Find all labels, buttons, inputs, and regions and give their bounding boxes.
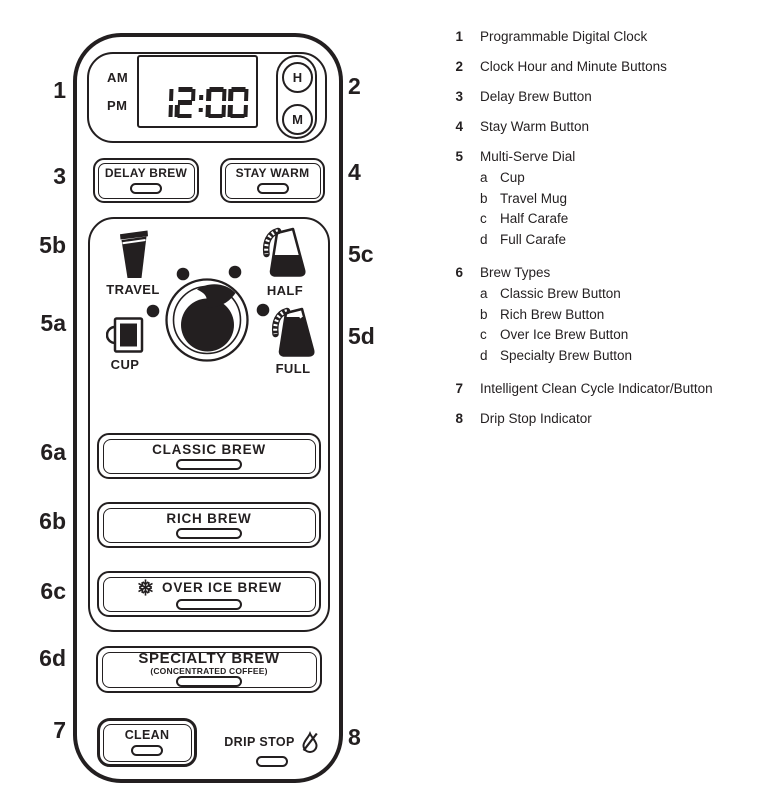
am-indicator: AM (107, 70, 129, 85)
drip-stop-indicator (207, 731, 337, 767)
legend-subitem-letter: b (480, 190, 488, 206)
specialty-brew-button[interactable] (96, 646, 322, 693)
callout-6b: 6b (39, 508, 66, 534)
hour-minute-button-group (276, 55, 317, 139)
stay-warm-label: STAY WARM (235, 166, 310, 180)
hour-button[interactable]: H (282, 62, 313, 93)
legend-item-label: Delay Brew Button (480, 89, 592, 104)
legend-item (450, 150, 755, 250)
legend-subitem-letter: c (480, 211, 487, 226)
legend-subitem-label: Travel Mug (500, 190, 568, 206)
travel-label: TRAVEL (106, 282, 160, 297)
callout-5d: 5d (348, 323, 375, 349)
stay-warm-indicator-light (257, 183, 289, 194)
legend-item-label: Programmable Digital Clock (480, 29, 648, 44)
cup-icon (106, 316, 146, 354)
legend-list (450, 30, 755, 442)
classic-brew-label: CLASSIC BREW (152, 441, 266, 457)
multi-serve-dial-knob[interactable] (142, 255, 272, 385)
legend-subitem (450, 189, 755, 210)
legend-subitem (450, 168, 755, 189)
legend-item-label: Multi-Serve Dial (480, 149, 576, 164)
delay-brew-label: DELAY BREW (104, 166, 188, 180)
callout-6d: 6d (39, 645, 66, 671)
legend-item (450, 90, 755, 104)
clock-section (87, 52, 327, 143)
callout-5a: 5a (40, 310, 66, 336)
legend-item-number: 3 (455, 89, 463, 104)
legend-subitem (450, 284, 755, 305)
legend-item-number: 4 (455, 119, 463, 134)
rich-brew-label: RICH BREW (166, 510, 252, 526)
legend-subitem-letter: b (480, 306, 488, 322)
clock-digits (151, 87, 249, 118)
legend-subitem-letter: c (480, 327, 487, 342)
legend-item-label: Drip Stop Indicator (480, 411, 592, 426)
callout-4: 4 (348, 159, 361, 185)
stay-warm-button[interactable] (220, 158, 325, 203)
legend-item-label: Clock Hour and Minute Buttons (480, 59, 667, 74)
legend-subitem-letter: a (480, 170, 488, 185)
classic-brew-indicator-light (176, 459, 242, 470)
legend-item (450, 120, 755, 134)
legend-item (450, 412, 755, 426)
rich-brew-button[interactable] (97, 502, 321, 548)
full-carafe-icon (270, 304, 318, 362)
half-label: HALF (266, 283, 304, 298)
over-ice-brew-label: OVER ICE BREW (162, 579, 282, 595)
legend-subitem-label: Full Carafe (500, 231, 567, 247)
legend-subitem (450, 325, 755, 346)
legend-item-label: Intelligent Clean Cycle Indicator/Button (480, 381, 713, 396)
legend-subitem-letter: d (480, 347, 488, 363)
legend-item-number: 2 (455, 59, 463, 74)
over-ice-brew-button[interactable] (97, 571, 321, 617)
callout-5b: 5b (39, 232, 66, 258)
specialty-brew-label: SPECIALTY BREW (138, 650, 280, 667)
drip-stop-label: DRIP STOP (224, 734, 295, 749)
delay-brew-indicator-light (130, 183, 162, 194)
legend-subitem-label: Specialty Brew Button (500, 347, 633, 363)
legend-item-number: 1 (455, 29, 463, 44)
digital-clock-display (137, 55, 258, 128)
callout-2: 2 (348, 73, 361, 99)
legend-subitem-label: Rich Brew Button (500, 306, 605, 322)
snowflake-icon (136, 578, 155, 597)
legend-item (450, 60, 755, 74)
callout-6c: 6c (40, 578, 66, 604)
drip-stop-indicator-light (256, 756, 288, 767)
legend-item-label: Brew Types (480, 265, 551, 280)
callout-5c: 5c (348, 241, 374, 267)
legend-subitem-letter: a (480, 286, 488, 301)
callout-1: 1 (53, 77, 66, 103)
over-ice-brew-indicator-light (176, 599, 242, 610)
classic-brew-button[interactable] (97, 433, 321, 479)
callout-6a: 6a (40, 439, 66, 465)
minute-button[interactable]: M (282, 104, 313, 135)
legend-subitem (450, 209, 755, 230)
rich-brew-indicator-light (176, 528, 242, 539)
legend-item-number: 7 (455, 381, 463, 396)
callout-3: 3 (53, 163, 66, 189)
legend-subitem (450, 305, 755, 326)
legend-item (450, 382, 755, 396)
callout-8: 8 (348, 724, 361, 750)
clean-label: CLEAN (124, 728, 170, 742)
legend-subitem (450, 230, 755, 251)
legend-subitem-letter: d (480, 231, 488, 247)
legend-subitem-label: Classic Brew Button (500, 286, 621, 301)
cup-label: CUP (110, 357, 140, 372)
legend-subitem (450, 346, 755, 367)
callout-7: 7 (53, 717, 66, 743)
multi-serve-dial-section (88, 217, 330, 632)
legend-subitem-label: Half Carafe (500, 211, 569, 226)
delay-brew-button[interactable] (93, 158, 199, 203)
control-panel (73, 33, 343, 783)
pm-indicator: PM (107, 98, 128, 113)
legend-item (450, 30, 755, 44)
legend-subitem-label: Cup (500, 170, 525, 185)
full-label: FULL (275, 361, 311, 376)
legend-item-label: Stay Warm Button (480, 119, 590, 134)
specialty-brew-indicator-light (176, 676, 242, 687)
specialty-brew-sublabel: (CONCENTRATED COFFEE) (150, 666, 268, 676)
clean-indicator-light (131, 745, 163, 756)
legend-item-number: 6 (455, 265, 463, 280)
no-drip-icon (300, 731, 320, 753)
legend-item (450, 266, 755, 366)
legend-item-number: 8 (455, 411, 463, 426)
legend-subitem-label: Over Ice Brew Button (500, 327, 629, 342)
legend-item-number: 5 (455, 149, 463, 164)
clean-button[interactable] (97, 718, 197, 767)
